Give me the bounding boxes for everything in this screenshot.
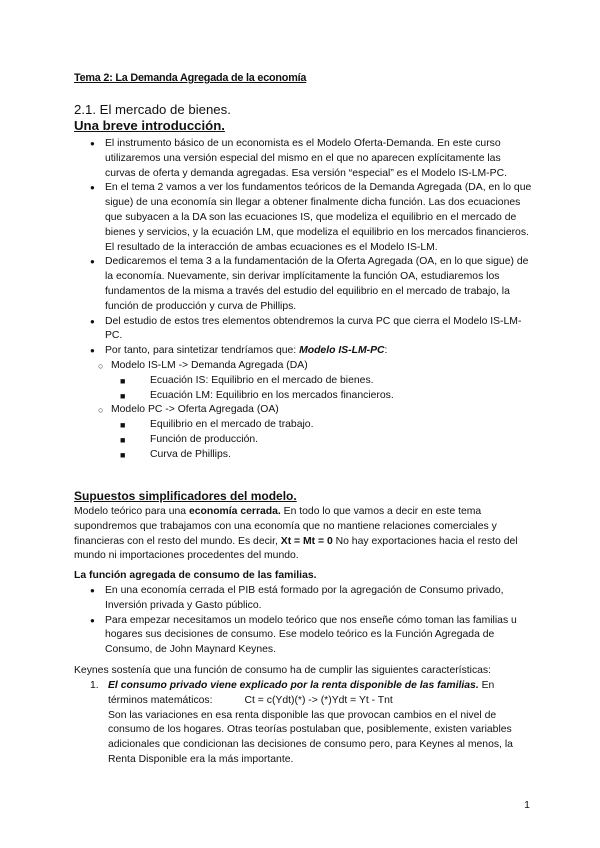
document-title: Tema 2: La Demanda Agregada de la economía xyxy=(74,72,307,84)
subsublist-item xyxy=(120,374,534,389)
square-bullet-icon: ■ xyxy=(120,434,126,445)
list-item-text: En el tema 2 vamos a ver los fundamentos teóricos de la Demanda Agregada (DA, en lo que sigue) de una economía sin llegar a obtener finalmente dicha función. Las dos ecuaciones que subyacen a la DA son las ecuaciones IS, que modeliza el equilibrio en el mercado de bienes y servicios, y la ecuación LM, que modeliza el equilibrio en los mercados financieros. El resultado de la interacción de ambas ecuaciones es el Modelo IS-LM. xyxy=(105,182,532,253)
bullet-icon: ● xyxy=(90,316,95,326)
circle-bullet-icon: ○ xyxy=(98,360,104,371)
text-run: Son las variaciones en esa renta disponible las que provocan cambios en el nivel de consumo de los hogares. Otras teorías postulaban que, posiblemente, existen variables adicionales que condicionan las decisiones de consumo pero, para Keynes al menos, la Renta Disponible era la más importante. xyxy=(108,709,513,765)
equation: Xt = Mt = 0 xyxy=(280,535,333,547)
supuestos-heading: Supuestos simplificadores del modelo. xyxy=(74,489,297,503)
list-item xyxy=(88,584,534,614)
square-bullet-icon: ■ xyxy=(120,449,126,460)
list-item xyxy=(88,181,534,255)
intro-list xyxy=(74,137,534,463)
bullet-icon: ● xyxy=(90,346,95,356)
subsublist-text: Función de producción. xyxy=(150,433,259,445)
sublist-text: Modelo IS-LM -> Demanda Agregada (DA) xyxy=(111,359,308,371)
list-item-text: El instrumento básico de un economista es el Modelo Oferta-Demanda. En este curso utilizaremos una versión especial del mismo en el que no aparecen explícitamente las curvas de oferta y demanda agregadas. Esa versión “especial” es el Modelo IS-LM-PC. xyxy=(105,138,507,179)
item-number: 1. xyxy=(90,680,99,691)
list-item-text: En una economía cerrada el PIB está formado por la agregación de Consumo privado, Inversión privada y Gasto público. xyxy=(105,585,504,611)
model-name: Modelo IS-LM-PC xyxy=(299,345,385,357)
item-emphasis: El consumo privado viene explicado por la renta disponible de las familias. xyxy=(108,680,479,691)
square-bullet-icon: ■ xyxy=(120,375,126,386)
subsublist-text: Ecuación IS: Equilibrio en el mercado de bienes. xyxy=(150,374,374,386)
punctuation: : xyxy=(384,345,388,357)
subsublist-item xyxy=(120,433,534,448)
bullet-icon: ● xyxy=(90,615,95,625)
list-item-text: Del estudio de estos tres elementos obtendremos la curva PC que cierra el Modelo IS-LM-PC. xyxy=(105,315,522,342)
section-heading: 2.1. El mercado de bienes. xyxy=(74,102,231,117)
bullet-icon: ● xyxy=(90,257,95,267)
subsublist-item xyxy=(120,389,534,404)
list-item xyxy=(88,614,534,658)
bullet-icon: ● xyxy=(90,183,95,193)
subsublist-text: Ecuación LM: Equilibrio en los mercados financieros. xyxy=(150,389,394,401)
consumo-list xyxy=(74,584,534,658)
square-bullet-icon: ■ xyxy=(120,390,126,401)
consumo-heading: La función agregada de consumo de las familias. xyxy=(74,570,317,581)
list-item-text: Dedicaremos el tema 3 a la fundamentación de la Oferta Agregada (OA, en lo que sigue) de la economía. Nuevamente, sin derivar implícitamente la función OA, estudiaremos los fundamentos de la misma a través del estudio del equilibrio en el mercado de trabajo, la función de producción y curva de Phillips. xyxy=(105,256,529,312)
numbered-item xyxy=(74,679,534,768)
bullet-icon: ● xyxy=(90,586,95,595)
bullet-icon: ● xyxy=(90,139,95,148)
list-item-text: Por tanto, para sintetizar tendríamos que: xyxy=(105,345,300,357)
sublist-text: Modelo PC -> Oferta Agregada (OA) xyxy=(111,404,279,416)
keynes-paragraph: Keynes sostenía que una función de consumo ha de cumplir las siguientes características: xyxy=(74,665,492,676)
text-run-bold: economía cerrada. xyxy=(188,506,281,517)
sublist-item xyxy=(98,403,534,418)
subsection-heading: Una breve introducción. xyxy=(74,118,225,133)
subsublist-text: Equilibrio en el mercado de trabajo. xyxy=(150,419,314,431)
sublist-item xyxy=(98,359,534,374)
text-run: En xyxy=(478,680,495,691)
text-run: No hay exportaciones hacia el resto del mundo ni importaciones procedentes del mundo. xyxy=(74,535,518,562)
supuestos-paragraph xyxy=(74,505,534,564)
list-item-text: Para empezar necesitamos un modelo teórico que nos enseñe cómo toman las familias u hogares sus decisiones de consumo. Ese modelo teórico es la Función Agregada de Consumo, de John Maynard Keynes. xyxy=(105,614,517,656)
subsublist-item xyxy=(120,448,534,463)
text-run: Modelo teórico para una xyxy=(74,506,189,517)
circle-bullet-icon: ○ xyxy=(98,405,104,416)
list-item xyxy=(88,137,534,181)
subsublist-text: Curva de Phillips. xyxy=(150,448,231,460)
page-number: 1 xyxy=(524,799,530,811)
list-item xyxy=(88,344,534,359)
list-item xyxy=(88,315,534,345)
list-item xyxy=(88,255,534,314)
equation: Ct = c(Ydt)(*) -> (*)Ydt = Yt - Tnt xyxy=(244,694,393,706)
numbered-list xyxy=(74,679,534,768)
text-run: términos matemáticos: xyxy=(108,694,213,706)
text-run: En todo lo que vamos a decir en este tema supondremos que trabajamos con una economía que no mantiene relaciones comerciales y financieras con el resto del mundo. Es decir, xyxy=(74,506,497,547)
square-bullet-icon: ■ xyxy=(120,420,126,431)
subsublist-item xyxy=(120,418,534,433)
